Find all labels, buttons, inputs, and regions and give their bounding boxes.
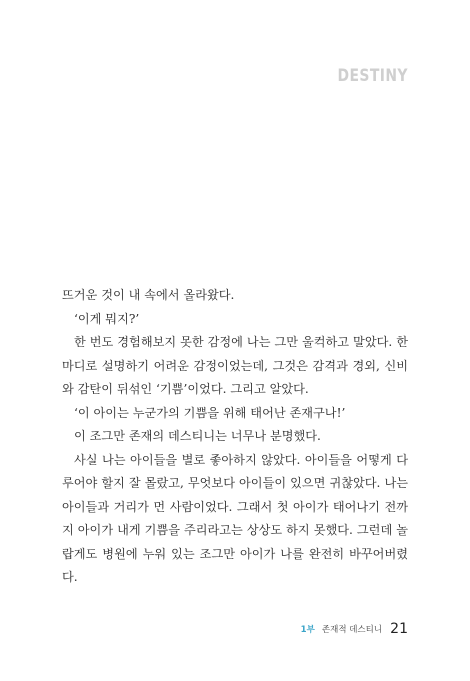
page-footer bbox=[301, 617, 408, 637]
chapter-title: 존재적 데스티니 bbox=[321, 625, 383, 635]
paragraph: ‘이 아이는 누군가의 기쁨을 위해 태어난 존재구나!’ bbox=[74, 405, 346, 420]
paragraph: 한 번도 경험해보지 못한 감정에 나는 그만 울컥하고 말았다. 한마디로 설명하기 어려운 감정이었는데, 그것은 감격과 경외, 신비와 감탄이 뒤섞인 ‘기쁨’이었다. 그리고 알았다. bbox=[62, 335, 408, 396]
paragraph: 뜨거운 것이 내 속에서 올라왔다. bbox=[62, 288, 235, 302]
part-label: 1부 bbox=[300, 625, 315, 635]
paragraph: 사실 나는 아이들을 별로 좋아하지 않았다. 아이들을 어떻게 다루어야 할지 잘 몰랐고, 무엇보다 아이들이 있으면 귀찮았다. 나는 아이들과 거리가 먼 사람이었다. 그래서 첫 아이가 태어나기 전까지 아이가 내게 기쁨을 주리라고는 상상도 하지 못했다. 그런데 놀랍게도 병원에 누워 있는 조그만 아이가 나를 완전히 바꾸어버렸다. bbox=[62, 452, 408, 584]
destiny-logo: DESTINY bbox=[337, 66, 408, 86]
paragraph: ‘이게 뭐지?’ bbox=[74, 311, 140, 326]
body-text bbox=[62, 284, 408, 590]
page-number: 21 bbox=[390, 621, 408, 637]
paragraph: 이 조그만 존재의 데스티니는 너무나 분명했다. bbox=[74, 429, 321, 443]
